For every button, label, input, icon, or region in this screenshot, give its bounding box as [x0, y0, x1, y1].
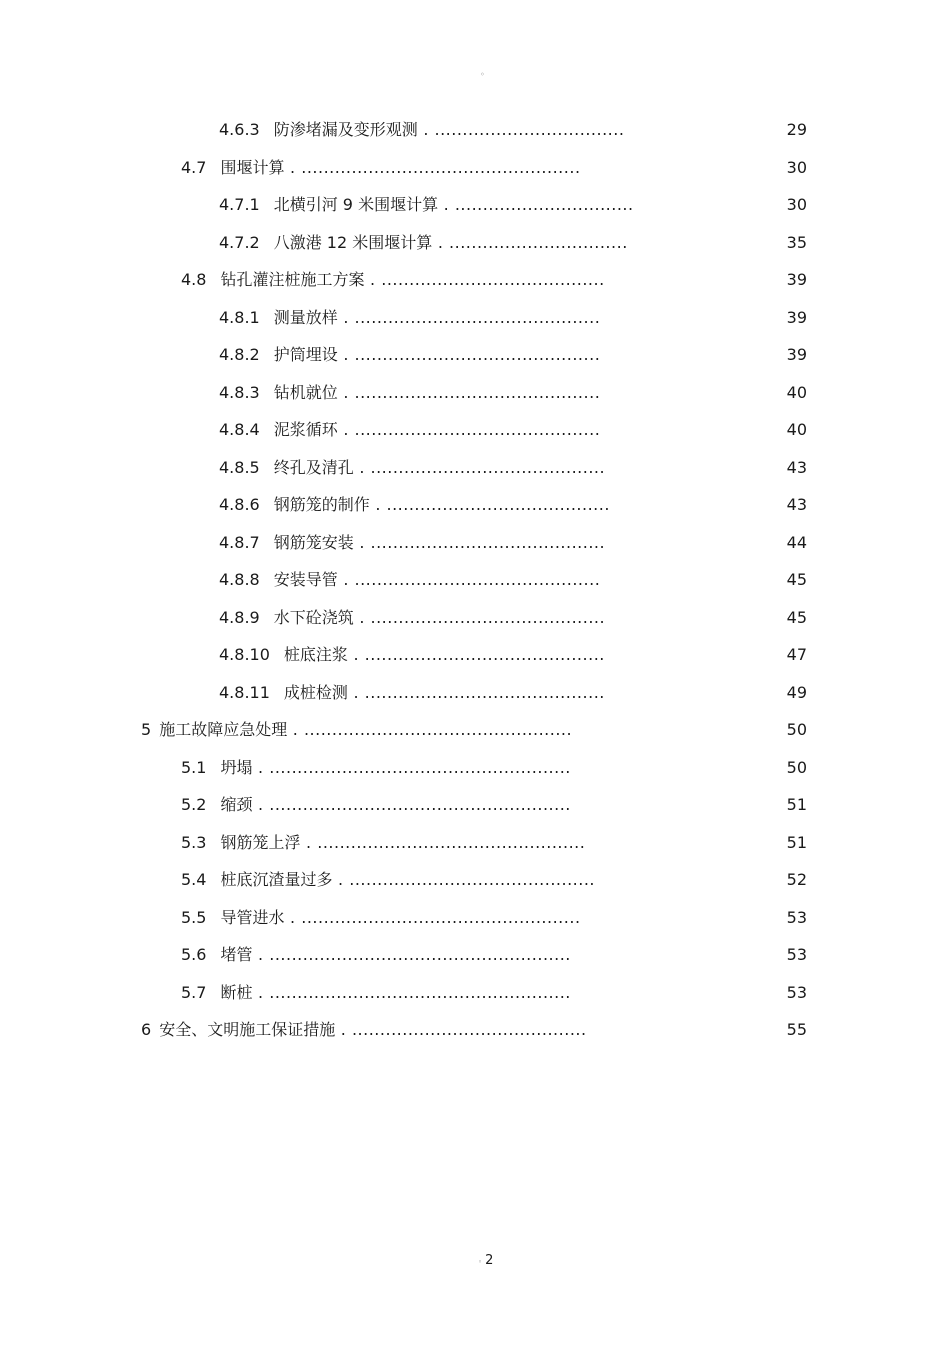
- toc-entry-title: 导管进水: [220, 907, 285, 927]
- toc-entry-leader: . ......................................................: [252, 795, 571, 814]
- toc-entry[interactable]: [0, 1011, 950, 1049]
- toc-entry-leader: . ..........................................: [353, 532, 606, 552]
- toc-entry-page: 51: [786, 795, 807, 814]
- toc-entry-number: 5.1: [181, 757, 207, 777]
- toc-entry[interactable]: [0, 561, 950, 599]
- toc-entry-page: 53: [786, 982, 807, 1002]
- toc-entry-title: 北横引河 9 米围堰计算: [273, 195, 439, 214]
- toc-entry-title: 测量放样: [273, 307, 338, 327]
- toc-entry-number: 5.7: [181, 982, 207, 1002]
- toc-entry-title: 护筒埋设: [273, 345, 338, 364]
- toc-entry[interactable]: [0, 786, 950, 824]
- toc-entry-page: 30: [786, 195, 807, 214]
- header-mark: ◦: [480, 70, 485, 79]
- toc-entry-text: [219, 683, 605, 703]
- toc-entry-number: 4.8.2: [219, 345, 260, 364]
- toc-entry-text: [219, 233, 628, 253]
- toc-entry-page: 47: [786, 645, 807, 664]
- toc-entry-number: 6: [141, 1020, 152, 1039]
- toc-entry-title: 钢筋笼安装: [273, 532, 354, 552]
- toc-entry[interactable]: [0, 224, 950, 262]
- toc-entry-leader: . ..................................: [417, 120, 625, 139]
- toc-entry-leader: . ............................................: [332, 870, 596, 889]
- toc-entry-text: [181, 795, 571, 815]
- toc-entry[interactable]: [0, 374, 950, 412]
- toc-entry-number: 4.8.4: [219, 420, 260, 439]
- toc-entry-leader: . ............................................: [337, 570, 601, 589]
- toc-entry-number: 4.6.3: [219, 120, 260, 139]
- table-of-contents: [0, 111, 950, 1049]
- toc-entry[interactable]: [0, 299, 950, 337]
- toc-entry-number: 5.6: [181, 945, 207, 964]
- toc-entry-title: 泥浆循环: [273, 420, 338, 439]
- toc-entry[interactable]: [0, 111, 950, 149]
- toc-entry-title: 桩底注浆: [283, 645, 348, 664]
- toc-entry-page: 53: [786, 907, 807, 927]
- toc-entry-page: 40: [786, 382, 807, 402]
- toc-entry[interactable]: [0, 599, 950, 637]
- toc-entry-leader: . ......................................................: [252, 945, 571, 964]
- toc-entry-title: 断桩: [220, 982, 253, 1002]
- toc-entry-title: 成桩检测: [283, 682, 348, 702]
- toc-entry-leader: . ............................................: [337, 345, 601, 364]
- toc-entry-text: [181, 158, 581, 178]
- toc-entry-title: 防渗堵漏及变形观测: [273, 120, 418, 139]
- toc-entry-page: 39: [786, 307, 807, 327]
- toc-entry-number: 5.3: [181, 832, 207, 852]
- toc-entry-number: 4.8.1: [219, 307, 260, 327]
- toc-entry-title: 桩底沉渣量过多: [220, 870, 333, 889]
- toc-entry-text: [219, 383, 600, 403]
- toc-entry-text: [141, 720, 572, 740]
- toc-entry[interactable]: [0, 186, 950, 224]
- toc-entry-page: 29: [786, 120, 807, 139]
- toc-entry-page: 50: [786, 720, 807, 739]
- footer-mark: ◦: [478, 1258, 483, 1266]
- toc-entry-number: 4.8.9: [219, 607, 260, 627]
- toc-entry-text: [219, 645, 605, 665]
- toc-entry-title: 钢筋笼上浮: [220, 832, 301, 852]
- toc-entry-leader: . ...........................................: [347, 682, 605, 702]
- toc-entry-leader: . ................................................: [300, 832, 586, 852]
- toc-entry-page: 39: [786, 270, 807, 289]
- toc-entry-text: [219, 495, 610, 515]
- toc-entry-leader: . ............................................: [337, 382, 601, 402]
- toc-entry-page: 52: [786, 870, 807, 889]
- toc-entry-leader: . ................................................: [287, 720, 573, 739]
- toc-entry-leader: . ........................................: [364, 270, 605, 289]
- toc-entry-page: 40: [786, 420, 807, 439]
- toc-entry-title: 八激港 12 米围堰计算: [273, 232, 433, 252]
- toc-entry-text: [219, 570, 600, 590]
- toc-entry-leader: . ............................................: [337, 307, 601, 327]
- toc-entry-page: 43: [786, 495, 807, 514]
- toc-entry-leader: . ..........................................: [335, 1020, 587, 1039]
- toc-entry-number: 4.7.2: [219, 232, 260, 252]
- toc-entry-title: 堵管: [220, 945, 253, 964]
- toc-entry[interactable]: [0, 936, 950, 974]
- toc-entry-text: [219, 120, 624, 140]
- toc-entry-page: 45: [786, 570, 807, 589]
- toc-entry[interactable]: [0, 711, 950, 749]
- toc-entry-page: 35: [786, 232, 807, 252]
- toc-entry-leader: . ..................................................: [284, 907, 581, 927]
- toc-entry-number: 4.8.5: [219, 457, 260, 477]
- toc-entry-text: [181, 270, 605, 290]
- toc-entry-number: 4.8.8: [219, 570, 260, 589]
- toc-entry-leader: . ..........................................: [353, 457, 606, 477]
- toc-entry-text: [219, 458, 605, 478]
- toc-entry-number: 4.8.10: [219, 645, 270, 664]
- toc-entry-leader: . ................................: [432, 232, 628, 252]
- toc-entry[interactable]: [0, 974, 950, 1012]
- toc-entry[interactable]: [0, 486, 950, 524]
- toc-entry-title: 钻孔灌注桩施工方案: [220, 270, 365, 289]
- toc-entry-page: 51: [786, 832, 807, 852]
- toc-entry-page: 44: [786, 532, 807, 552]
- toc-entry-title: 钻机就位: [273, 382, 338, 402]
- toc-entry-leader: . ................................: [438, 195, 634, 214]
- toc-entry-text: [219, 533, 605, 553]
- toc-entry-text: [141, 1020, 587, 1040]
- toc-entry-title: 终孔及清孔: [273, 457, 354, 477]
- toc-entry[interactable]: [0, 824, 950, 862]
- toc-entry[interactable]: [0, 411, 950, 449]
- toc-entry-leader: . ..................................................: [284, 157, 581, 177]
- toc-entry-number: 5.5: [181, 907, 207, 927]
- toc-entry-text: [181, 908, 581, 928]
- toc-entry-number: 4.7.1: [219, 195, 260, 214]
- toc-entry[interactable]: [0, 899, 950, 937]
- toc-entry-title: 缩颈: [220, 795, 253, 814]
- toc-entry-text: [219, 608, 605, 628]
- toc-entry[interactable]: [0, 749, 950, 787]
- toc-entry-number: 4.8: [181, 270, 207, 289]
- toc-entry-number: 4.8.3: [219, 382, 260, 402]
- toc-entry-text: [181, 758, 571, 778]
- toc-entry-leader: . ......................................................: [252, 982, 571, 1002]
- toc-entry-number: 5: [141, 720, 152, 739]
- page-footer: [478, 1253, 493, 1268]
- toc-entry[interactable]: [0, 861, 950, 899]
- toc-entry[interactable]: [0, 261, 950, 299]
- toc-entry[interactable]: [0, 449, 950, 487]
- toc-entry[interactable]: [0, 524, 950, 562]
- toc-entry-page: 49: [786, 682, 807, 702]
- toc-entry-number: 4.8.6: [219, 495, 260, 514]
- toc-entry-page: 43: [786, 457, 807, 477]
- toc-entry-page: 45: [786, 607, 807, 627]
- toc-entry-title: 围堰计算: [220, 157, 285, 177]
- toc-entry-number: 4.8.11: [219, 682, 270, 702]
- toc-entry-leader: . ..........................................: [353, 607, 606, 627]
- toc-entry-leader: . ...........................................: [347, 645, 605, 664]
- toc-entry[interactable]: [0, 149, 950, 187]
- toc-entry-number: 5.4: [181, 870, 207, 889]
- toc-entry-page: 53: [786, 945, 807, 964]
- toc-entry-text: [181, 945, 571, 965]
- toc-entry[interactable]: [0, 336, 950, 374]
- toc-entry[interactable]: [0, 636, 950, 674]
- toc-entry[interactable]: [0, 674, 950, 712]
- toc-entry-number: 4.8.7: [219, 532, 260, 552]
- toc-entry-text: [181, 870, 595, 890]
- toc-entry-number: 5.2: [181, 795, 207, 814]
- toc-entry-title: 安装导管: [273, 570, 338, 589]
- toc-entry-text: [219, 308, 600, 328]
- toc-entry-title: 坍塌: [220, 757, 253, 777]
- toc-entry-title: 钢筋笼的制作: [273, 495, 370, 514]
- toc-entry-title: 施工故障应急处理: [159, 720, 288, 739]
- toc-entry-title: 安全、文明施工保证措施: [159, 1020, 336, 1039]
- toc-entry-text: [181, 833, 585, 853]
- toc-entry-page: 55: [786, 1020, 807, 1039]
- toc-entry-page: 50: [786, 757, 807, 777]
- toc-entry-number: 4.7: [181, 157, 207, 177]
- toc-entry-title: 水下砼浇筑: [273, 607, 354, 627]
- toc-entry-leader: . ......................................................: [252, 757, 571, 777]
- toc-entry-text: [181, 983, 571, 1003]
- toc-entry-text: [219, 195, 634, 215]
- toc-entry-page: 39: [786, 345, 807, 364]
- toc-entry-leader: . ............................................: [337, 420, 601, 439]
- toc-entry-text: [219, 345, 600, 365]
- toc-entry-text: [219, 420, 600, 440]
- toc-entry-leader: . ........................................: [369, 495, 610, 514]
- toc-entry-page: 30: [786, 157, 807, 177]
- page-number: 2: [485, 1253, 494, 1268]
